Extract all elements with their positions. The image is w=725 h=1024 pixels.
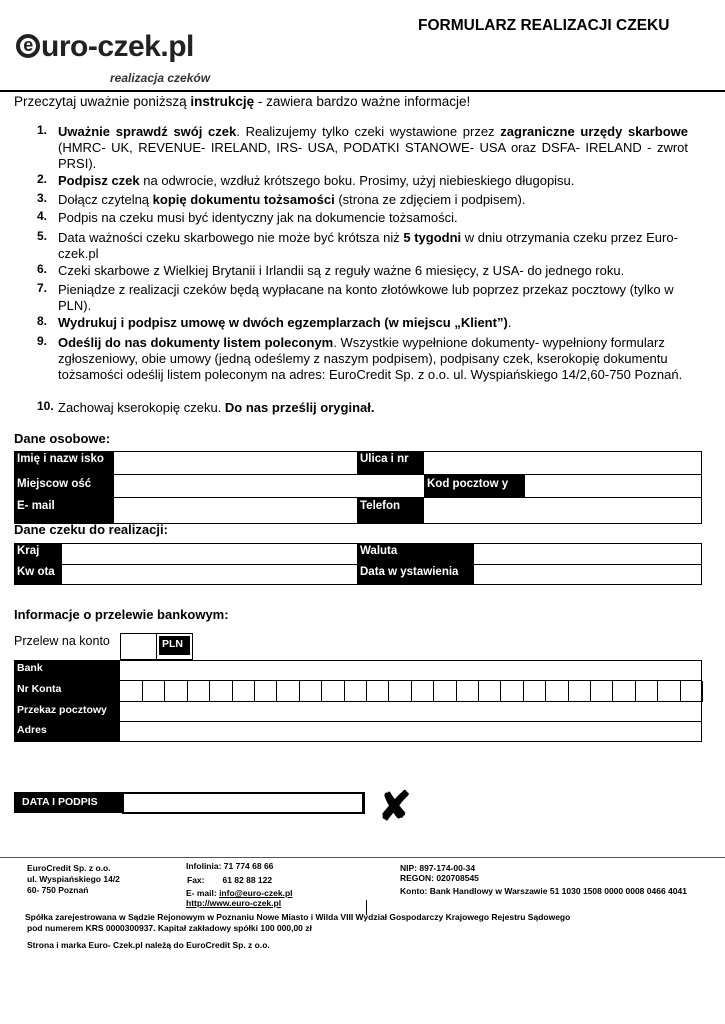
- footer-registration-2: pod numerem KRS 0000300937. Kapitał zakładowy spółki 100 000,00 zł: [27, 923, 312, 933]
- transfer-checkbox[interactable]: [120, 633, 157, 660]
- postcode-label: Kod pocztow y: [424, 474, 525, 498]
- personal-section-title: Dane osobowe:: [14, 431, 111, 446]
- instruction-plain-part: Zachowaj kserokopię czeku.: [58, 400, 225, 415]
- signature-label: DATA I PODPIS: [14, 792, 122, 813]
- instruction-number: 8.: [37, 314, 48, 328]
- email-input[interactable]: [114, 498, 357, 523]
- city-input[interactable]: [114, 475, 424, 497]
- footer-hotline: Infolinia: 71 774 68 66: [186, 861, 274, 871]
- instruction-number: 2.: [37, 172, 48, 186]
- instruction-text: [58, 230, 688, 263]
- instruction-plain-part: Dołącz czytelną: [58, 192, 153, 207]
- instruction-plain-part: . Realizujemy tylko czeki wystawione przez: [236, 124, 501, 139]
- bank-label: Bank: [14, 660, 120, 681]
- instruction-number: 10.: [37, 399, 54, 413]
- footer-registration-1: Spółka zarejestrowana w Sądzie Rejonowym w Poznaniu Nowe Miasto i Wilda VIII Wydział Gospodarczy Krajowego Rejestru Sądowego: [25, 912, 571, 922]
- instruction-bold-part: Odeślij do nas dokumenty listem poleconym: [58, 335, 334, 350]
- country-input[interactable]: [62, 543, 357, 564]
- footer-regon: REGON: 020708545: [400, 873, 479, 883]
- instruction-bold-part: Do nas prześlij oryginał.: [224, 400, 375, 415]
- account-digit-divider: [366, 681, 367, 702]
- instruction-text: [58, 173, 688, 190]
- currency-input[interactable]: [474, 543, 702, 564]
- footer-divider: [0, 857, 725, 858]
- postal-order-input[interactable]: [120, 702, 702, 722]
- logo: [16, 30, 194, 64]
- instruction-text: [58, 315, 688, 332]
- address-input[interactable]: [120, 722, 702, 741]
- instruction-plain-part: na odwrocie, wzdłuż krótszego boku. Prosimy, użyj niebieskiego długopisu.: [139, 173, 575, 188]
- footer-nip: NIP: 897-174-00-34: [400, 863, 476, 873]
- signature-box-edge: [362, 792, 365, 814]
- instruction-text: [58, 192, 688, 209]
- footer-brand: Strona i marka Euro- Czek.pl należą do EuroCredit Sp. z o.o.: [27, 940, 270, 950]
- footer-bank-account: Konto: Bank Handlowy w Warszawie 51 1030 1508 0000 0008 0466 4041: [400, 886, 687, 896]
- intro-pre: Przeczytaj uważnie poniższą: [14, 94, 191, 109]
- instruction-number: 7.: [37, 281, 48, 295]
- instruction-plain-part: Data ważności czeku skarbowego nie może być krótsza niż: [58, 230, 404, 245]
- logo-e-mark: e: [16, 34, 40, 58]
- instruction-text: [58, 124, 688, 172]
- footer-company: EuroCredit Sp. z o.o.: [27, 863, 111, 873]
- header-divider: [0, 90, 725, 92]
- account-digit-divider: [232, 681, 233, 702]
- logo-text: uro-czek.pl: [41, 30, 194, 63]
- instruction-number: 5.: [37, 229, 48, 243]
- sign-here-x-mark: ✘: [378, 785, 412, 829]
- email-label: E- mail: [14, 498, 114, 524]
- instruction-plain-part: w dniu otrzymania czeku przez Euro-czek.pl: [58, 230, 678, 261]
- postal-order-label: Przekaz pocztowy: [14, 702, 120, 722]
- cheque-section-title: Dane czeku do realizacji:: [14, 522, 168, 537]
- footer-email-link[interactable]: info@euro-czek.pl: [219, 888, 293, 898]
- instruction-text: [58, 335, 688, 399]
- footer-fax-label: Fax:: [187, 875, 205, 885]
- account-digit-divider: [344, 681, 345, 702]
- account-digit-divider: [433, 681, 434, 702]
- account-digit-divider: [276, 681, 277, 702]
- instruction-plain-part: Podpis na czeku musi być identyczny jak na dokumencie tożsamości.: [58, 210, 458, 225]
- intro-bold: instrukcję: [190, 94, 255, 109]
- instruction-number: 6.: [37, 262, 48, 276]
- logo-tagline: realizacja czeków: [110, 71, 211, 85]
- name-label: Imię i nazw isko: [14, 451, 114, 474]
- account-digit-divider: [702, 681, 703, 702]
- footer-street: ul. Wyspiańskiego 14/2: [27, 874, 120, 884]
- instruction-bold-part: kopię dokumentu tożsamości: [152, 192, 335, 207]
- account-digit-divider: [545, 681, 546, 702]
- account-digit-divider: [456, 681, 457, 702]
- instruction-bold-part: Uważnie sprawdź swój czek: [58, 124, 237, 139]
- pln-label: PLN: [159, 636, 190, 655]
- issue-date-label: Data w ystawienia: [357, 564, 474, 585]
- account-number-label: Nr Konta: [14, 681, 120, 702]
- instruction-plain-part: Czeki skarbowe z Wielkiej Brytanii i Irlandii są z reguły ważne 6 miesięcy, z USA- do jednego roku.: [58, 263, 625, 278]
- city-label: Miejscow ość: [14, 474, 114, 498]
- instruction-number: 1.: [37, 123, 48, 137]
- instruction-bold-part: Wydrukuj i podpisz umowę w dwóch egzemplarzach (w miejscu „Klient”): [58, 315, 508, 330]
- issue-date-input[interactable]: [474, 565, 702, 585]
- account-digit-divider: [187, 681, 188, 702]
- instruction-text: [58, 282, 688, 315]
- account-digit-divider: [590, 681, 591, 702]
- account-digit-divider: [500, 681, 501, 702]
- intro-text: [14, 94, 470, 109]
- account-digit-divider: [478, 681, 479, 702]
- phone-label: Telefon: [357, 498, 424, 524]
- instruction-number: 3.: [37, 191, 48, 205]
- footer-email-label: E- mail:: [186, 888, 220, 898]
- footer-fax: [187, 875, 272, 886]
- intro-post: - zawiera bardzo ważne informacje!: [254, 94, 471, 109]
- amount-label: Kw ota: [14, 564, 62, 585]
- account-digit-divider: [299, 681, 300, 702]
- instruction-number: 4.: [37, 209, 48, 223]
- instruction-number: 9.: [37, 334, 48, 348]
- account-digit-divider: [254, 681, 255, 702]
- account-digit-divider: [680, 681, 681, 702]
- phone-input[interactable]: [424, 498, 702, 523]
- footer-city: 60- 750 Poznań: [27, 885, 89, 895]
- footer-www: [186, 898, 281, 909]
- footer-fax-value: 61 82 88 122: [222, 875, 273, 885]
- transfer-to-account-label: Przelew na konto: [14, 634, 110, 648]
- transfer-section-title: Informacje o przelewie bankowym:: [14, 607, 229, 622]
- account-digit-divider: [411, 681, 412, 702]
- account-digit-divider: [321, 681, 322, 702]
- instruction-plain-part: .: [507, 315, 512, 330]
- instruction-text: [58, 263, 688, 280]
- account-digit-divider: [388, 681, 389, 702]
- instruction-text: [58, 210, 688, 228]
- postcode-input[interactable]: [525, 475, 702, 497]
- instruction-plain-part: (strona ze zdjęciem i podpisem).: [334, 192, 526, 207]
- account-digit-divider: [568, 681, 569, 702]
- street-label: Ulica i nr: [357, 451, 424, 474]
- footer-address: [27, 863, 120, 896]
- account-digit-divider: [523, 681, 524, 702]
- instruction-plain-part: (HMRC- UK, REVENUE- IRELAND, IRS- USA, PODATKI STANOWE- USA oraz DSFA- IRELAND - zwrot PRSI).: [58, 140, 688, 171]
- account-digit-divider: [164, 681, 165, 702]
- name-input[interactable]: [114, 451, 357, 474]
- street-input[interactable]: [424, 451, 702, 474]
- footer-www-link[interactable]: http://www.euro-czek.pl: [186, 898, 282, 908]
- instruction-bold-part: 5 tygodni: [403, 230, 462, 245]
- currency-label: Waluta: [357, 543, 474, 564]
- account-digit-divider: [612, 681, 613, 702]
- account-digit-divider: [657, 681, 658, 702]
- signature-input[interactable]: [122, 792, 365, 814]
- instruction-bold-part: zagraniczne urzędy skarbowe: [500, 124, 688, 139]
- account-digit-divider: [142, 681, 143, 702]
- amount-input[interactable]: [62, 565, 357, 585]
- page-title: FORMULARZ REALIZACJI CZEKU: [418, 17, 670, 34]
- instruction-plain-part: Pieniądze z realizacji czeków będą wypłacane na konto złotówkowe lub poprzez przekaz pocztowy (tylko w PLN).: [58, 282, 674, 313]
- instruction-text: [58, 400, 688, 417]
- bank-input[interactable]: [120, 660, 702, 681]
- instruction-plain-part: . Wszystkie wypełnione dokumenty- wypełniony formularz zgłoszeniowy, obie umowy (jedną odeślemy z naszym podpisem), podpisany czek, kserokopię dokumentu tożsamości odeślij listem poleconym na adres: EuroCredit Sp. z o.o. ul. Wyspiańskiego 14/2,60-750 Poznań.: [58, 335, 683, 382]
- account-digit-divider: [209, 681, 210, 702]
- address-label: Adres: [14, 722, 120, 742]
- instruction-bold-part: Podpisz czek: [58, 173, 140, 188]
- account-digit-divider: [635, 681, 636, 702]
- country-label: Kraj: [14, 543, 62, 564]
